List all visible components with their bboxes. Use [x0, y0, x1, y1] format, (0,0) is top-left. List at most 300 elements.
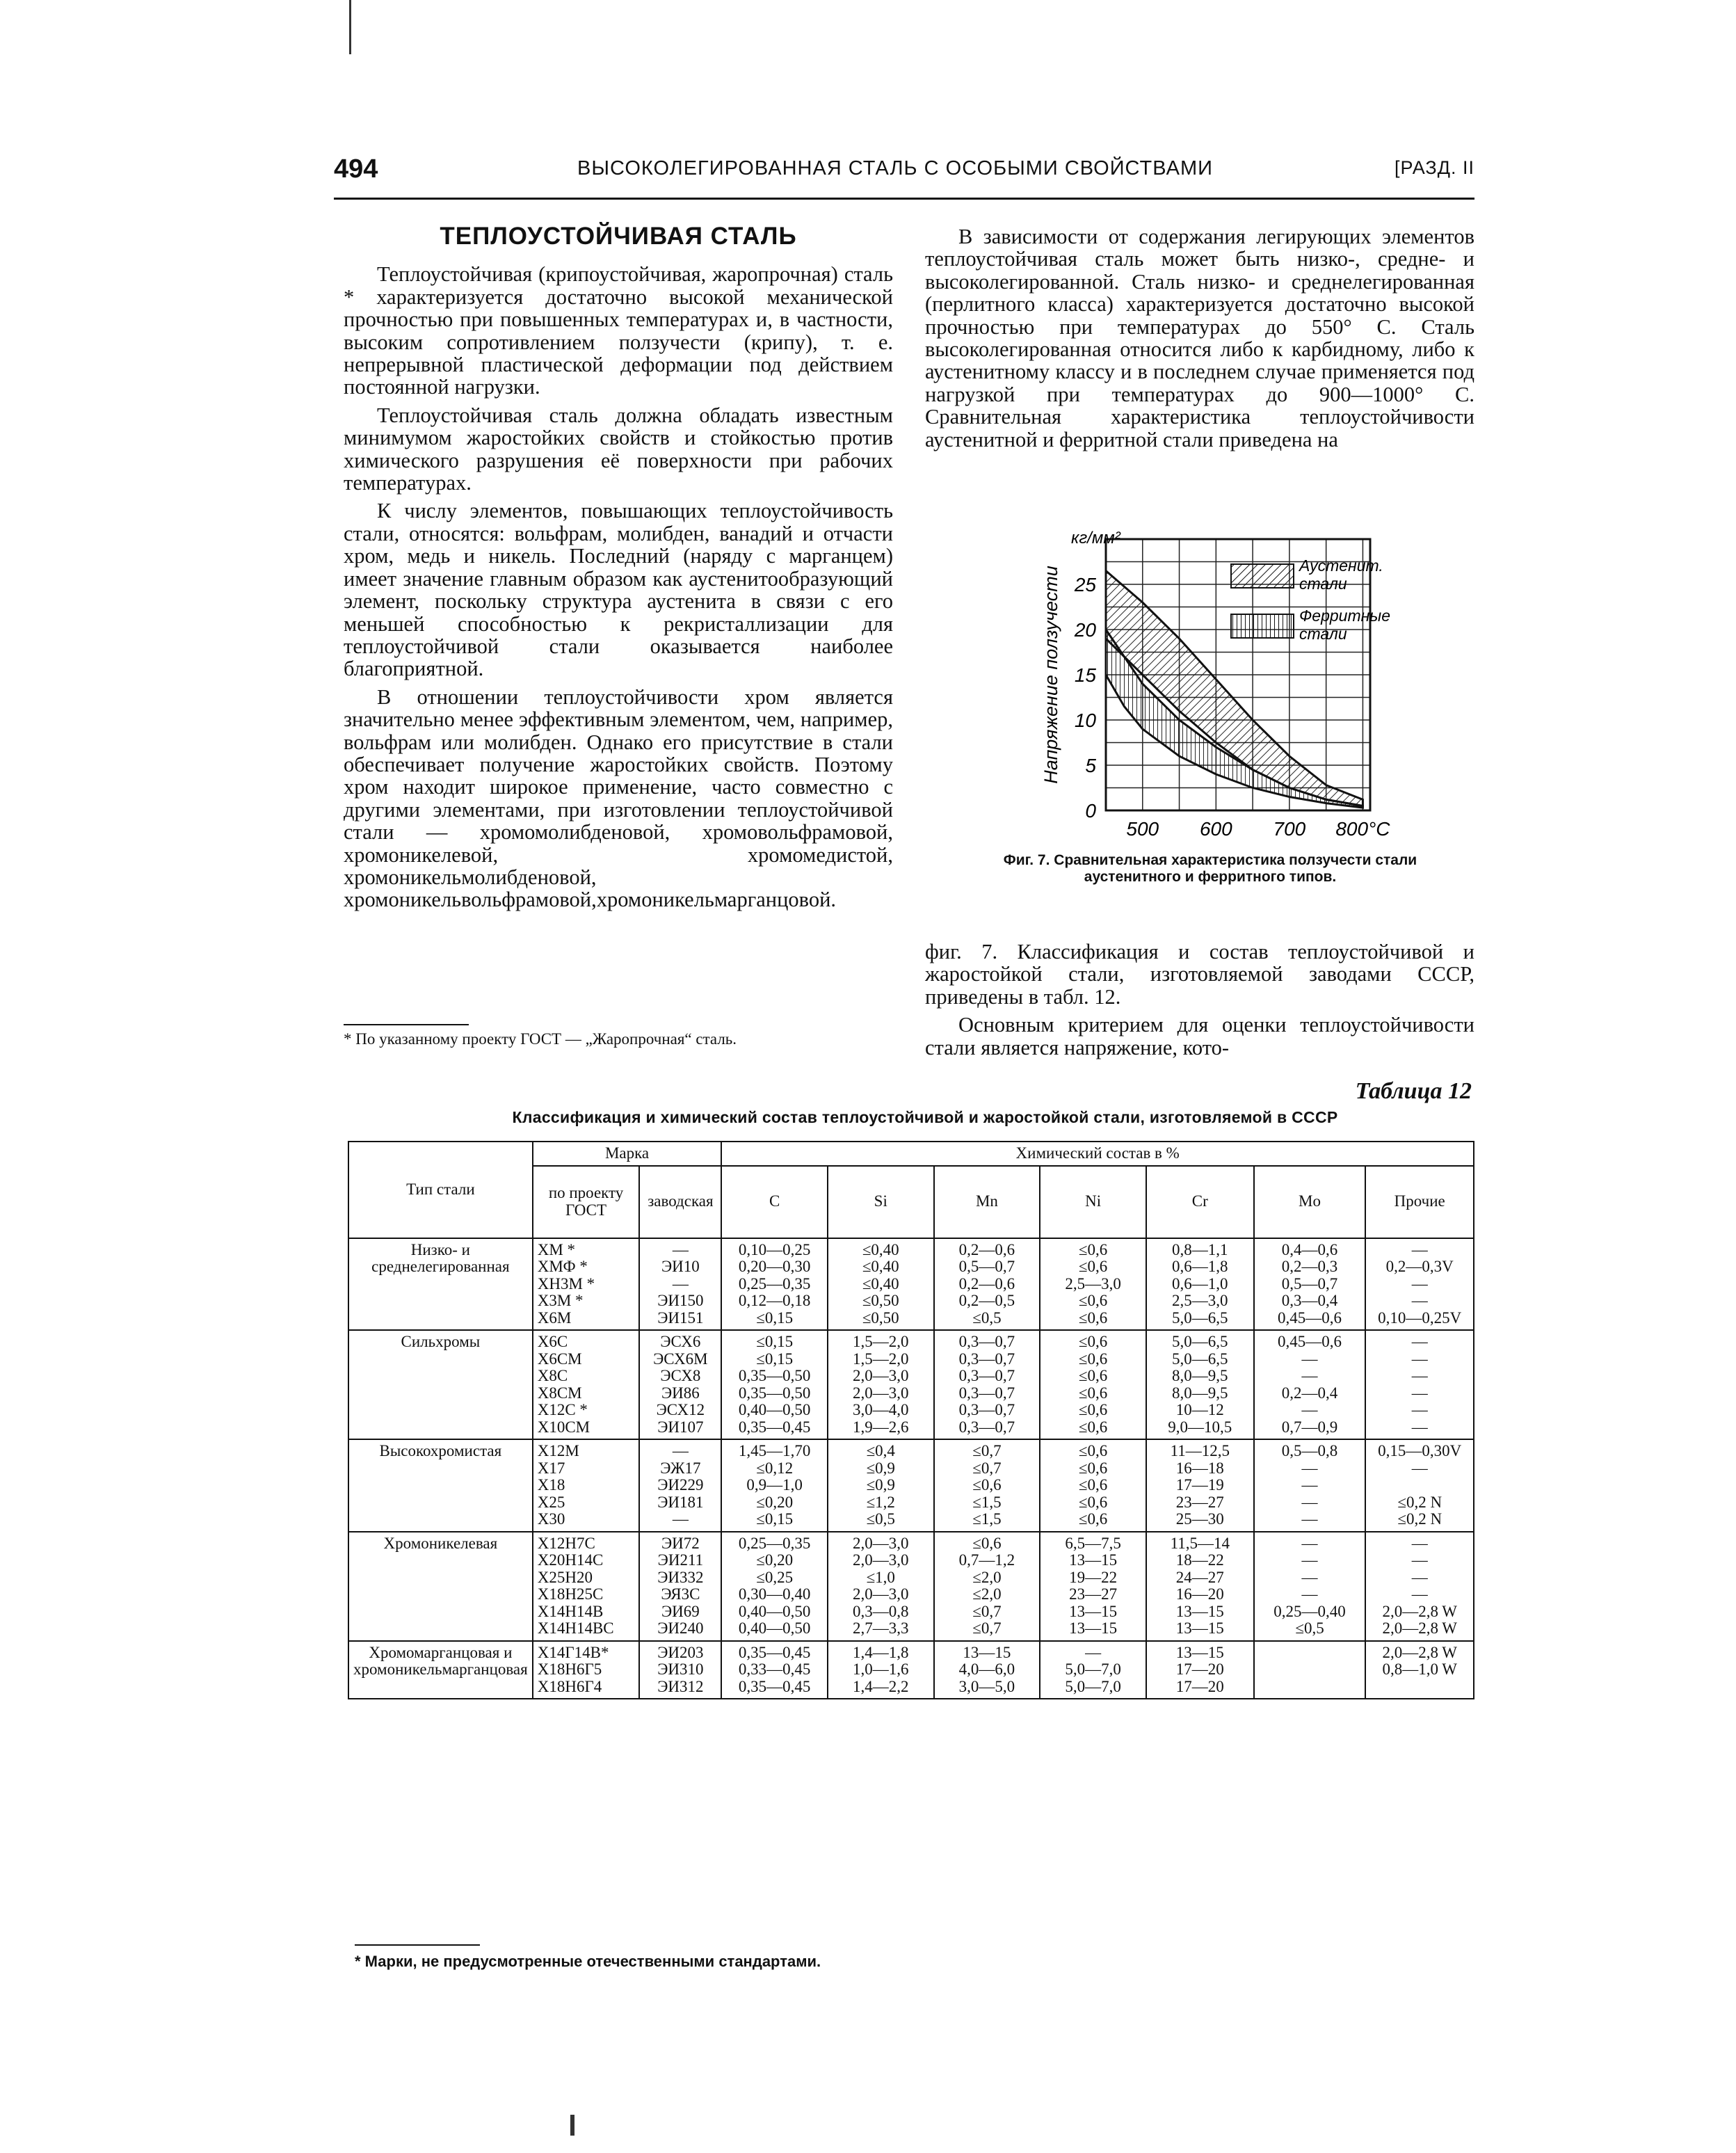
- cell-value: 0,6—1,8: [1172, 1258, 1228, 1275]
- cell-ni: [1040, 1532, 1146, 1641]
- cell-value: 5,0—7,0: [1065, 1660, 1121, 1678]
- cell-value: ≤0,50: [862, 1292, 899, 1309]
- cell-mark-factory: [639, 1238, 721, 1331]
- paragraph: Основным критерием для оценки теплоустойчивости стали является напряжение, кото-: [925, 1013, 1474, 1059]
- section-label: [РАЗД. II: [1394, 157, 1474, 178]
- cell-value: 0,25—0,40: [1273, 1602, 1346, 1620]
- cell-type: Высокохромистая: [348, 1439, 533, 1532]
- cell-value: 2,0—3,0: [853, 1585, 909, 1603]
- cell-value: 8,0—9,5: [1172, 1367, 1228, 1384]
- cell-value: 17—20: [1175, 1660, 1224, 1678]
- cell-ni: [1040, 1330, 1146, 1439]
- cell-value: ≤0,20: [756, 1493, 794, 1511]
- cell-value: ЭСХ6: [660, 1333, 701, 1350]
- col-mo: Mo: [1254, 1166, 1366, 1238]
- cell-value: 13—15: [1175, 1643, 1224, 1661]
- cell-value: ≤1,2: [866, 1493, 895, 1511]
- cell-value: ≤0,40: [862, 1258, 899, 1275]
- paragraph: Теплоустойчивая (крипоустойчивая, жаропрочная) сталь * характеризуется достаточно высокой механической прочностью при повышенных температурах и, в частности, высоким сопротивлением ползучести (крипу), т. е. непрерывной пластической деформации под действием постоянной нагрузки.: [344, 262, 893, 399]
- cell-value: ≤0,6: [1078, 1240, 1108, 1258]
- cell-value: 13—15: [963, 1643, 1011, 1661]
- cell-value: 0,45—0,6: [1278, 1333, 1342, 1350]
- cell-value: ≤0,5: [1295, 1619, 1324, 1637]
- cell-value: —: [1411, 1384, 1428, 1402]
- table-row: [348, 1330, 1474, 1439]
- cell-value: 0,10—0,25: [738, 1240, 811, 1258]
- cell-value: Х25: [537, 1493, 565, 1511]
- y-tick-label: 25: [1074, 574, 1096, 595]
- cell-value: 13—15: [1069, 1551, 1118, 1569]
- col-type: Тип стали: [348, 1142, 533, 1238]
- cell-value: 1,5—2,0: [853, 1333, 909, 1350]
- cell-value: 0,33—0,45: [738, 1660, 811, 1678]
- running-title: ВЫСОКОЛЕГИРОВАННАЯ СТАЛЬ С ОСОБЫМИ СВОЙСТВАМИ: [577, 157, 1213, 179]
- cell-value: 3,0—4,0: [853, 1401, 909, 1418]
- cell-value: —: [1411, 1418, 1428, 1436]
- cell-value: 9,0—10,5: [1168, 1418, 1232, 1436]
- cell-value: ≤0,15: [756, 1510, 794, 1528]
- cell-value: ≤0,6: [1078, 1510, 1108, 1528]
- cell-value: —: [1411, 1240, 1428, 1258]
- cell-value: ≤0,6: [1078, 1384, 1108, 1402]
- unit-label: кг/мм²: [1071, 529, 1120, 547]
- cell-value: ХМФ *: [537, 1258, 588, 1275]
- cell-value: 1,9—2,6: [853, 1418, 909, 1436]
- cell-value: 1,5—2,0: [853, 1350, 909, 1368]
- cell-ni: [1040, 1439, 1146, 1532]
- scan-mark-top: [349, 0, 351, 54]
- cell-type: Хромомарганцовая и хромоникельмарганцовая: [348, 1641, 533, 1699]
- cell-value: 1,0—1,6: [853, 1660, 909, 1678]
- cell-value: 1,4—1,8: [853, 1643, 909, 1661]
- y-tick-label: 15: [1074, 664, 1096, 686]
- section-heading: ТЕПЛОУСТОЙЧИВАЯ СТАЛЬ: [440, 223, 797, 250]
- cell-mn: [934, 1641, 1040, 1699]
- cell-value: 0,6—1,0: [1172, 1274, 1228, 1292]
- cell-value: ≤0,7: [972, 1619, 1002, 1637]
- cell-value: Х14Н14ВС: [537, 1619, 614, 1637]
- cell-value: ЭИ240: [657, 1619, 704, 1637]
- cell-value: Х25Н20: [537, 1568, 593, 1586]
- cell-value: 4,0—6,0: [958, 1660, 1015, 1678]
- cell-si: [828, 1641, 934, 1699]
- cell-value: 1,4—2,2: [853, 1677, 909, 1695]
- cell-value: ≤0,15: [756, 1350, 794, 1368]
- cell-value: 17—20: [1175, 1677, 1224, 1695]
- paragraph: фиг. 7. Классификация и состав теплоустойчивой и жаростойкой стали, изготовляемой заводами СССР, приведены в табл. 12.: [925, 940, 1474, 1009]
- cell-value: ≤0,15: [756, 1333, 794, 1350]
- cell-value: —: [1301, 1401, 1318, 1418]
- cell-value: ЭИ151: [657, 1308, 704, 1327]
- cell-mn: [934, 1439, 1040, 1532]
- cell-value: 0,3—0,7: [958, 1418, 1015, 1436]
- cell-cr: [1146, 1330, 1254, 1439]
- cell-mark-gost: [533, 1532, 640, 1641]
- cell-value: —: [1301, 1534, 1318, 1552]
- cell-value: 0,5—0,7: [1281, 1274, 1338, 1292]
- cell-value: 25—30: [1175, 1510, 1224, 1528]
- cell-mo: [1254, 1532, 1366, 1641]
- cell-value: 0,9—1,0: [746, 1476, 803, 1494]
- cell-value: ЭЖ17: [660, 1459, 701, 1477]
- cell-value: [1259, 1644, 1361, 1662]
- cell-value: 0,25—0,35: [738, 1274, 811, 1292]
- y-tick-label: 10: [1074, 710, 1096, 731]
- steel-table: [348, 1141, 1474, 1699]
- cell-value: ХМ *: [537, 1240, 576, 1258]
- cell-value: 13—15: [1175, 1619, 1224, 1637]
- cell-value: ≤0,40: [862, 1240, 899, 1258]
- cell-value: —: [1411, 1568, 1428, 1586]
- cell-value: —: [1411, 1534, 1428, 1552]
- cell-value: 23—27: [1175, 1493, 1224, 1511]
- col-composition: Химический состав в %: [721, 1142, 1474, 1166]
- cell-value: Х12Н7С: [537, 1534, 595, 1552]
- x-tick-label: 500: [1126, 818, 1159, 840]
- cell-value: 5,0—6,5: [1172, 1350, 1228, 1368]
- col-other: Прочие: [1365, 1166, 1474, 1238]
- cell-mo: [1254, 1439, 1366, 1532]
- cell-value: ≤0,2 N: [1397, 1493, 1442, 1511]
- cell-value: ≤0,6: [1078, 1308, 1108, 1327]
- cell-value: ≤0,6: [972, 1476, 1002, 1494]
- cell-value: 0,2—0,4: [1281, 1384, 1338, 1402]
- cell-value: —: [1411, 1551, 1428, 1569]
- cell-mark-factory: [639, 1439, 721, 1532]
- cell-si: [828, 1532, 934, 1641]
- cell-value: —: [672, 1510, 689, 1528]
- cell-value: 0,5—0,8: [1281, 1442, 1338, 1459]
- cell-value: 2,5—3,0: [1172, 1292, 1228, 1309]
- cell-si: [828, 1330, 934, 1439]
- cell-type: Хромоникелевая: [348, 1532, 533, 1641]
- cell-value: ЭИ10: [661, 1258, 700, 1275]
- cell-mark-factory: [639, 1330, 721, 1439]
- cell-value: ЭИ312: [657, 1677, 704, 1695]
- paragraph: В отношении теплоустойчивости хром является значительно менее эффективным элементом, чем, например, вольфрам или молибден. Однако его присутствие в стали обеспечивает получение жаростойких свойств. Поэтому хром находит широкое применение, часто совместно с другими элементами, при изготовлении теплоустойчивой стали — хромомолибденовой, хромовольфрамовой, хромоникелевой, хромомедистой, хромоникельмолибденовой, хромоникельвольфрамовой,хромоникельмарганцовой.: [344, 685, 893, 912]
- cell-value: 2,0—3,0: [853, 1551, 909, 1569]
- cell-value: [1259, 1661, 1361, 1679]
- col-cr: Cr: [1146, 1166, 1254, 1238]
- cell-value: ≤2,0: [972, 1568, 1002, 1586]
- cell-value: 5,0—7,0: [1065, 1677, 1121, 1695]
- col-si: Si: [828, 1166, 934, 1238]
- cell-value: ≤1,0: [866, 1568, 895, 1586]
- cell-value: 17—19: [1175, 1476, 1224, 1494]
- chart-svg: [974, 525, 1405, 859]
- creep-chart: [974, 525, 1405, 859]
- cell-value: 0,3—0,7: [958, 1367, 1015, 1384]
- table-row: [348, 1439, 1474, 1532]
- cell-other: [1365, 1641, 1474, 1699]
- cell-value: 19—22: [1069, 1568, 1118, 1586]
- cell-c: [721, 1641, 828, 1699]
- cell-value: Х18Н6Г5: [537, 1660, 602, 1678]
- cell-value: 13—15: [1069, 1619, 1118, 1637]
- cell-mark-gost: [533, 1439, 640, 1532]
- y-tick-label: 5: [1085, 755, 1096, 776]
- cell-mn: [934, 1532, 1040, 1641]
- cell-value: ≤0,5: [866, 1510, 895, 1528]
- paragraph: Теплоустойчивая сталь должна обладать известным минимумом жаростойких свойств и стойкостью против химического разрушения её поверхности при рабочих температурах.: [344, 403, 893, 495]
- cell-value: —: [672, 1240, 689, 1258]
- cell-value: ≤0,6: [1078, 1493, 1108, 1511]
- cell-value: Х14Н14В: [537, 1602, 604, 1620]
- scan-mark-bottom: [570, 2115, 574, 2136]
- legend-label-austenitic: Аустенит. стали: [1299, 557, 1383, 593]
- cell-value: ЭИ181: [657, 1493, 704, 1511]
- left-column: [344, 225, 893, 917]
- cell-c: [721, 1439, 828, 1532]
- x-tick-label: 800°C: [1335, 818, 1390, 840]
- cell-value: ≤0,9: [866, 1459, 895, 1477]
- col-mark: Марка: [533, 1142, 722, 1166]
- cell-value: ЭСХ6М: [653, 1350, 708, 1368]
- cell-value: ≤0,6: [1078, 1476, 1108, 1494]
- cell-value: 3,0—5,0: [958, 1677, 1015, 1695]
- cell-value: ≤2,0: [972, 1585, 1002, 1603]
- cell-value: —: [1301, 1551, 1318, 1569]
- cell-value: —: [1411, 1333, 1428, 1350]
- cell-other: [1365, 1330, 1474, 1439]
- cell-value: ≤0,5: [972, 1308, 1002, 1327]
- cell-value: 0,30—0,40: [738, 1585, 811, 1603]
- cell-value: —: [1301, 1350, 1318, 1368]
- cell-value: 2,0—2,8 W: [1382, 1619, 1457, 1637]
- table-row: [348, 1532, 1474, 1641]
- col-mn: Mn: [934, 1166, 1040, 1238]
- cell-value: —: [1301, 1493, 1318, 1511]
- cell-value: 0,40—0,50: [738, 1602, 811, 1620]
- cell-value: ≤0,7: [972, 1602, 1002, 1620]
- cell-value: ≤0,6: [972, 1534, 1002, 1552]
- cell-value: 0,8—1,0 W: [1382, 1660, 1457, 1678]
- cell-c: [721, 1238, 828, 1331]
- legend-swatch-austenitic: [1231, 564, 1294, 588]
- cell-value: 1,45—1,70: [738, 1442, 811, 1459]
- cell-value: 11,5—14: [1170, 1534, 1230, 1552]
- cell-value: ЭИ72: [661, 1534, 700, 1552]
- cell-value: Х18Н6Г4: [537, 1677, 602, 1695]
- cell-value: ЭИ310: [657, 1660, 704, 1678]
- y-axis-label: Напряжение ползучести: [1040, 566, 1061, 784]
- cell-mo: [1254, 1641, 1366, 1699]
- table-row: [348, 1641, 1474, 1699]
- cell-value: ЭСХ8: [660, 1367, 701, 1384]
- cell-value: ≤0,4: [866, 1442, 895, 1459]
- cell-value: —: [672, 1442, 689, 1459]
- cell-value: ≤0,40: [862, 1274, 899, 1292]
- cell-value: ≤0,7: [972, 1459, 1002, 1477]
- cell-value: ≤0,12: [756, 1459, 794, 1477]
- cell-value: ≤0,6: [1078, 1442, 1108, 1459]
- cell-value: Х8СМ: [537, 1384, 582, 1402]
- paragraph: К числу элементов, повышающих теплоустойчивость стали, относятся: вольфрам, молибден, ванадий и отчасти хром, медь и никель. Последний (наряду с марганцем) имеет значение главным образом как аустенитообразующий элемент, поскольку структура аустенита в связи с его меньшей способностью к рекристаллизации для теплоустойчивой стали оказывается наиболее благоприятной.: [344, 499, 893, 681]
- cell-value: 18—22: [1175, 1551, 1224, 1569]
- cell-value: —: [1411, 1350, 1428, 1368]
- cell-value: Х12С *: [537, 1401, 588, 1418]
- cell-value: 2,5—3,0: [1065, 1274, 1121, 1292]
- cell-value: ЭИ203: [657, 1643, 704, 1661]
- col-ni: Ni: [1040, 1166, 1146, 1238]
- cell-value: 2,0—2,8 W: [1382, 1602, 1457, 1620]
- cell-value: —: [1301, 1568, 1318, 1586]
- cell-value: ≤0,6: [1078, 1333, 1108, 1350]
- cell-cr: [1146, 1238, 1254, 1331]
- cell-value: ≤0,9: [866, 1476, 895, 1494]
- cell-value: ≤0,25: [756, 1568, 794, 1586]
- y-tick-label: 0: [1085, 800, 1096, 822]
- cell-value: 0,35—0,50: [738, 1384, 811, 1402]
- cell-value: ЭИ211: [657, 1551, 704, 1569]
- cell-mark-factory: [639, 1641, 721, 1699]
- figure-caption: Фиг. 7. Сравнительная характеристика ползучести стали аустенитного и ферритного типов.: [1003, 852, 1417, 885]
- cell-value: Х20Н14С: [537, 1551, 604, 1569]
- cell-value: 0,35—0,45: [738, 1643, 811, 1661]
- cell-value: 0,40—0,50: [738, 1619, 811, 1637]
- cell-value: 0,2—0,3: [1281, 1258, 1338, 1275]
- cell-value: —: [1411, 1274, 1428, 1292]
- cell-value: 0,8—1,1: [1172, 1240, 1228, 1258]
- cell-value: 2,0—3,0: [853, 1384, 909, 1402]
- cell-value: 0,2—0,3V: [1385, 1258, 1454, 1275]
- legend-label-ferritic: Ферритные стали: [1299, 607, 1390, 643]
- cell-value: 0,3—0,4: [1281, 1292, 1338, 1309]
- cell-value: ЭЯ3С: [661, 1585, 700, 1603]
- cell-value: 0,5—0,7: [958, 1258, 1015, 1275]
- right-column-top: [925, 225, 1474, 456]
- cell-mark-gost: [533, 1641, 640, 1699]
- running-header: [334, 154, 1474, 186]
- cell-value: Х18: [537, 1476, 565, 1494]
- cell-value: —: [1411, 1585, 1428, 1603]
- cell-value: 0,35—0,45: [738, 1677, 811, 1695]
- cell-value: 10—12: [1175, 1401, 1224, 1418]
- cell-value: 0,20—0,30: [738, 1258, 811, 1275]
- cell-value: ≤0,20: [756, 1551, 794, 1569]
- cell-value: ≤0,50: [862, 1308, 899, 1327]
- cell-value: 0,3—0,7: [958, 1333, 1015, 1350]
- col-c: C: [721, 1166, 828, 1238]
- cell-value: 2,0—3,0: [853, 1367, 909, 1384]
- cell-value: ≤0,6: [1078, 1258, 1108, 1275]
- table-label: Таблица 12: [1355, 1078, 1472, 1104]
- cell-cr: [1146, 1641, 1254, 1699]
- cell-value: 5,0—6,5: [1172, 1333, 1228, 1350]
- bottom-footnote-rule: [355, 1944, 480, 1946]
- cell-value: 13—15: [1175, 1602, 1224, 1620]
- cell-other: [1365, 1439, 1474, 1532]
- cell-value: 0,7—0,9: [1281, 1418, 1338, 1436]
- footnote: * По указанному проекту ГОСТ — „Жаропрочная“ сталь.: [344, 1030, 737, 1048]
- cell-value: —: [1301, 1459, 1318, 1477]
- cell-cr: [1146, 1439, 1254, 1532]
- cell-value: 5,0—6,5: [1172, 1308, 1228, 1327]
- cell-value: —: [1085, 1643, 1102, 1661]
- cell-value: —: [1301, 1510, 1318, 1528]
- cell-si: [828, 1238, 934, 1331]
- cell-value: ≤0,6: [1078, 1292, 1108, 1309]
- cell-value: ≤0,7: [972, 1442, 1002, 1459]
- cell-value: 0,2—0,6: [958, 1240, 1015, 1258]
- cell-type: Сильхромы: [348, 1330, 533, 1439]
- y-tick-label: 20: [1074, 619, 1096, 641]
- paragraph: В зависимости от содержания легирующих элементов теплоустойчивая сталь может быть низко-, средне- и высоколегированной. Сталь низко- и среднелегированная (перлитного класса) характеризуется достаточно высокой прочностью при температурах до 550° С. Сталь высоколегированная относится либо к карбидному, либо к аустенитному классу и в последнем случае применяется под нагрузкой при температурах до 900—1000° С. Сравнительная характеристика теплоустойчивости аустенитной и ферритной стали приведена на: [925, 225, 1474, 451]
- cell-value: —: [672, 1274, 689, 1292]
- footnote-rule: [344, 1024, 469, 1025]
- cell-ni: [1040, 1238, 1146, 1331]
- table-header-row: [348, 1142, 1474, 1166]
- cell-value: Х3М *: [537, 1292, 584, 1309]
- cell-value: 16—20: [1175, 1585, 1224, 1603]
- cell-value: ≤0,2 N: [1397, 1510, 1442, 1528]
- cell-value: Х12М: [537, 1442, 579, 1459]
- cell-mark-factory: [639, 1532, 721, 1641]
- cell-value: ≤0,6: [1078, 1367, 1108, 1384]
- cell-value: ЭИ107: [657, 1418, 704, 1436]
- cell-value: 0,4—0,6: [1281, 1240, 1338, 1258]
- x-tick-label: 700: [1273, 818, 1306, 840]
- cell-value: 0,45—0,6: [1278, 1308, 1342, 1327]
- page-number: 494: [334, 154, 378, 184]
- cell-value: 24—27: [1175, 1568, 1224, 1586]
- cell-value: 0,3—0,7: [958, 1401, 1015, 1418]
- cell-value: ЭИ69: [661, 1602, 700, 1620]
- cell-ni: [1040, 1641, 1146, 1699]
- cell-value: [1370, 1477, 1469, 1494]
- cell-value: Х30: [537, 1510, 565, 1528]
- cell-value: ЭСХ12: [656, 1401, 705, 1418]
- cell-value: 2,7—3,3: [853, 1619, 909, 1637]
- cell-si: [828, 1439, 934, 1532]
- cell-value: 0,3—0,8: [853, 1602, 909, 1620]
- cell-value: [1259, 1679, 1361, 1696]
- cell-value: 0,25—0,35: [738, 1534, 811, 1552]
- cell-value: ≤0,6: [1078, 1350, 1108, 1368]
- cell-mo: [1254, 1330, 1366, 1439]
- cell-value: 0,35—0,45: [738, 1418, 811, 1436]
- cell-value: Х17: [537, 1459, 565, 1477]
- cell-value: —: [1411, 1367, 1428, 1384]
- cell-cr: [1146, 1532, 1254, 1641]
- cell-value: —: [1411, 1292, 1428, 1309]
- cell-mo: [1254, 1238, 1366, 1331]
- cell-value: ≤0,6: [1078, 1401, 1108, 1418]
- header-rule: [334, 198, 1474, 200]
- cell-other: [1365, 1532, 1474, 1641]
- cell-value: Х6М: [537, 1308, 572, 1327]
- cell-type: Низко- и среднелегированная: [348, 1238, 533, 1331]
- col-mark-gost: по проекту ГОСТ: [533, 1166, 640, 1238]
- cell-value: 11—12,5: [1170, 1442, 1230, 1459]
- cell-mn: [934, 1238, 1040, 1331]
- cell-mark-gost: [533, 1330, 640, 1439]
- cell-value: 0,7—1,2: [958, 1551, 1015, 1569]
- cell-value: 0,2—0,5: [958, 1292, 1015, 1309]
- cell-value: —: [1301, 1476, 1318, 1494]
- cell-value: Х14Г14В*: [537, 1643, 609, 1661]
- cell-value: —: [1301, 1367, 1318, 1384]
- cell-value: 0,40—0,50: [738, 1401, 811, 1418]
- cell-value: ≤0,15: [756, 1308, 794, 1327]
- cell-value: ≤0,6: [1078, 1418, 1108, 1436]
- legend-swatch-ferritic: [1231, 614, 1294, 638]
- col-mark-factory: заводская: [639, 1166, 721, 1238]
- cell-value: 23—27: [1069, 1585, 1118, 1603]
- cell-value: ЭИ332: [657, 1568, 704, 1586]
- cell-value: Х18Н25С: [537, 1585, 604, 1603]
- cell-value: 13—15: [1069, 1602, 1118, 1620]
